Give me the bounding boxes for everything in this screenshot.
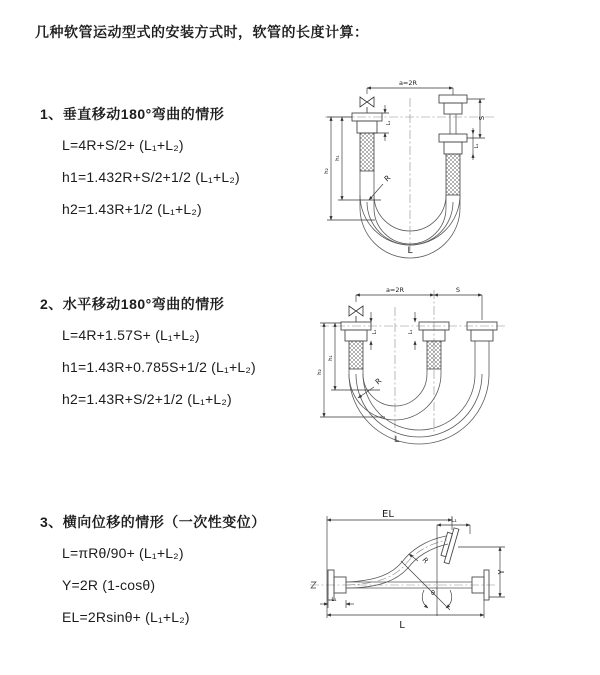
dim-l1-left-label: L₁ xyxy=(386,120,392,126)
length-label: L xyxy=(407,246,413,256)
radius-label: R xyxy=(382,173,393,184)
right-flange-upper xyxy=(439,95,467,134)
dimension-s xyxy=(467,99,486,138)
section1-formula-h1: h1=1.432R+S/2+1/2 (L₁+L₂) xyxy=(62,169,240,185)
dimension-h2 xyxy=(317,323,385,417)
section2-formula-l: L=4R+1.57S+ (L₁+L₂) xyxy=(62,327,200,343)
left-braided-hose xyxy=(360,133,374,171)
section3-heading: 3、横向位移的情形（一次性变位） xyxy=(40,514,266,530)
dimension-y xyxy=(458,547,506,597)
dim-h1-label: h₁ xyxy=(328,355,334,361)
valve-icon xyxy=(349,306,363,322)
dim-l1-top-label: L₁ xyxy=(451,517,457,524)
section3-formula-y: Y=2R (1-cosθ) xyxy=(62,577,156,593)
radius-label: R xyxy=(373,376,384,387)
page-title: 几种软管运动型式的安装方式时，软管的长度计算： xyxy=(35,24,369,40)
dim-l1-right-label: L₁ xyxy=(474,143,480,149)
section1-formula-h2: h2=1.43R+1/2 (L₁+L₂) xyxy=(62,201,202,217)
dim-y-label: Y xyxy=(497,569,506,575)
angle-construction xyxy=(401,525,452,616)
middle-braided-hose xyxy=(427,341,441,369)
left-braided-hose xyxy=(349,341,363,369)
valve-icon xyxy=(360,97,374,113)
dimension-l1-right xyxy=(473,128,480,160)
dim-el-label: EL xyxy=(382,509,394,520)
dimension-a2r xyxy=(367,79,453,95)
dimension-a2r xyxy=(356,286,482,320)
radius-callout xyxy=(369,173,392,200)
dimension-s xyxy=(434,286,482,295)
section3-formula-l: L=πRθ/90+ (L₁+L₂) xyxy=(62,545,184,561)
dim-a2r-label: a=2R xyxy=(385,286,405,294)
centerlines xyxy=(310,582,495,588)
length-label: L xyxy=(394,435,400,444)
dim-l-label: L xyxy=(399,620,405,631)
dim-h1-label: h₁ xyxy=(335,155,341,161)
dim-h2-label: h₂ xyxy=(317,369,323,375)
s-curve-hose xyxy=(346,536,448,588)
right-braided-hose xyxy=(446,154,460,195)
left-flange xyxy=(341,322,371,341)
right-flange xyxy=(467,322,497,341)
section2-heading: 2、水平移动180°弯曲的情形 xyxy=(40,296,225,312)
dimension-l1-mid xyxy=(408,312,415,350)
section2-formula-h1: h1=1.43R+0.785S+1/2 (L₁+L₂) xyxy=(62,359,256,375)
section2-formula-h2: h2=1.43R+S/2+1/2 (L₁+L₂) xyxy=(62,391,232,407)
section1-formula-l: L=4R+S/2+ (L₁+L₂) xyxy=(62,137,184,153)
dim-l1-mid-label: L₁ xyxy=(408,329,414,335)
section1-heading: 1、垂直移动180°弯曲的情形 xyxy=(40,106,225,122)
dim-h2-label: h₂ xyxy=(324,168,330,174)
left-flange xyxy=(352,113,382,133)
dim-a2r-label: a=2R xyxy=(398,79,418,87)
section3-formula-el: EL=2Rsinθ+ (L₁+L₂) xyxy=(62,609,190,625)
centerlines xyxy=(325,98,495,252)
diagram-2-horizontal-u-bend xyxy=(300,282,595,454)
diagram-1-vertical-u-bend xyxy=(303,76,528,262)
dimension-l1-left xyxy=(371,312,378,350)
radius-label: R xyxy=(420,556,430,566)
centerlines xyxy=(320,290,505,442)
dimension-l xyxy=(327,600,484,631)
dim-s-label: S xyxy=(455,286,461,294)
diagram-3-lateral-displacement xyxy=(298,498,598,633)
u-bend-hose-arcs xyxy=(349,341,489,444)
dim-l1-left-label: L₁ xyxy=(372,329,378,335)
dim-l1-left-label: L₁ xyxy=(331,597,337,603)
right-flange-lower xyxy=(439,134,467,154)
angle-theta-label: θ xyxy=(431,589,435,597)
dim-s-label: S xyxy=(478,115,486,121)
dimension-l1-left xyxy=(320,597,354,608)
